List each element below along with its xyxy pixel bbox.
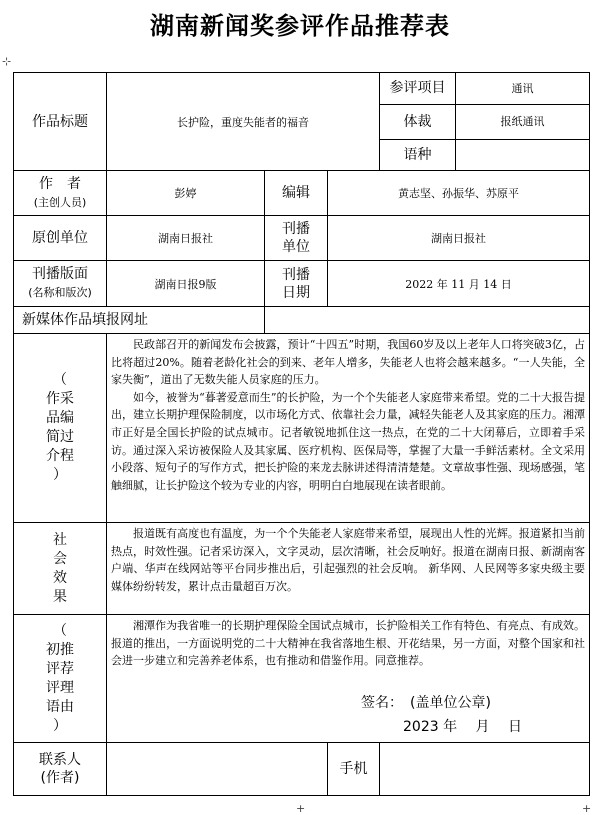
publish-page-value[interactable]: 湖南日报9版 bbox=[107, 261, 265, 307]
publish-page-label: 刊播版面 bbox=[32, 266, 88, 282]
publish-date-label-2: 日期 bbox=[282, 284, 310, 301]
publish-date-value[interactable]: 2022 年 11 月 14 日 bbox=[328, 261, 590, 307]
new-media-url-value[interactable] bbox=[265, 307, 590, 334]
social-effect-text[interactable]: 报道既有高度也有温度，为一个个失能老人家庭带来希望，展现出人性的光辉。报道紧扣当前热点，时效性强。记者采访深入，文字灵动，层次清晰，社会反响好。报道在湖南日报、新湖南客户端、华声在线网站等平台同步推出后，引起强烈的社会反响。 新华网、人民网等多家央级主要媒体纷纷转发，累计点击量超百万次。 bbox=[107, 523, 590, 615]
signature-line: 签名： (盖单位公章) bbox=[361, 695, 491, 711]
summary-text[interactable]: 民政部召开的新闻发布会披露，预计“十四五”时期，我国60岁及以上老年人口将突破3亿，占比将超过20%。随着老龄化社会的到来、老年人增多，失能老人也将会越来越多。“一人失能，全家失衡”，道出了无数失能人员家庭的压力。 如今，被誉为“暮著爱意而生”的长护险，为一个个失能老人家庭带来希望。党的二十大报告提出，建立长期护理保险制度，以市场化方式、依靠社会力量，减轻失能老人及其家庭的压力。湘潭市正好是全国长护险的试点城市。记者敏锐地抓住这一热点，在党的二十大闭幕后，立即着手采访。通过深入采访被保险人及其家属、医疗机构、医保局等，掌握了大量一手鲜活素材。全文采用小段落、短句子的写作方式，把长护险的来龙去脉讲述得清清楚楚。文章故事性强、现场感强，笔触细腻，让长护险这个较为专业的内容，明明白白地展现在读者眼前。 bbox=[107, 334, 590, 523]
entry-item-value[interactable]: 通讯 bbox=[511, 82, 534, 95]
genre-label: 体裁 bbox=[380, 105, 456, 139]
publish-unit-value[interactable]: 湖南日报社 bbox=[328, 216, 590, 261]
author-value[interactable]: 彭婷 bbox=[107, 171, 265, 216]
editor-label: 编辑 bbox=[265, 171, 328, 216]
social-effect-label: 社 会 效 果 bbox=[14, 523, 107, 615]
recommendation-text: 湘潭作为我省唯一的长期护理保险全国试点城市，长护险相关工作有特色、有亮点、有成效。报道的推出，一方面说明党的二十大精神在我省落地生根、开花结果，另一方面，对整个国家和社会进一步建立和完善养老体系，也有推动和借鉴作用。同意推荐。 bbox=[111, 619, 586, 668]
language-row bbox=[380, 140, 590, 171]
publish-page-sublabel: (名称和版次) bbox=[28, 286, 92, 299]
work-title-value[interactable]: 长护险，重度失能者的福音 bbox=[107, 73, 380, 171]
work-title-label: 作品标题 bbox=[14, 73, 107, 171]
publish-date-label-cell bbox=[265, 261, 328, 307]
author-sublabel: (主创人员) bbox=[33, 195, 87, 209]
original-unit-label: 原创单位 bbox=[14, 216, 107, 261]
publish-unit-label-cell bbox=[265, 216, 328, 261]
recommendation-label: （ 初推 评荐 评理 语由 ） bbox=[14, 615, 107, 743]
contact-sublabel: (作者) bbox=[40, 770, 80, 786]
contact-label: 联系人 bbox=[39, 752, 81, 768]
publish-unit-label-2: 单位 bbox=[282, 239, 310, 255]
row-resize-handle-icon[interactable]: + bbox=[582, 802, 592, 815]
phone-value[interactable] bbox=[380, 743, 590, 796]
page-title: 湖南新闻奖参评作品推荐表 bbox=[150, 12, 450, 40]
author-label-cell bbox=[14, 171, 107, 216]
contact-value[interactable] bbox=[107, 743, 328, 796]
recommendation-cell[interactable] bbox=[107, 615, 590, 743]
signature-date: 2023 年 月 日 bbox=[403, 719, 522, 735]
contact-label-cell bbox=[14, 743, 107, 796]
language-value[interactable] bbox=[456, 140, 589, 170]
publish-date-label-1: 刊播 bbox=[282, 266, 310, 283]
genre-value[interactable]: 报纸通讯 bbox=[500, 115, 545, 128]
original-unit-value[interactable]: 湖南日报社 bbox=[107, 216, 265, 261]
genre-row bbox=[380, 105, 590, 140]
new-media-url-label: 新媒体作品填报网址 bbox=[14, 307, 265, 334]
recommendation-form-table bbox=[13, 72, 590, 796]
entry-item-label: 参评项目 bbox=[380, 73, 456, 104]
entry-item-row bbox=[380, 73, 590, 105]
publish-page-label-cell bbox=[14, 261, 107, 307]
publish-unit-label-1: 刊播 bbox=[282, 221, 310, 237]
phone-label: 手机 bbox=[328, 743, 380, 796]
editor-value[interactable]: 黄志坚、孙振华、苏原平 bbox=[328, 171, 590, 216]
language-label: 语种 bbox=[380, 140, 456, 170]
column-resize-handle-icon[interactable]: + bbox=[296, 802, 306, 815]
table-move-handle[interactable]: ⊹ bbox=[2, 55, 12, 68]
summary-label: （ 作采 品编 简过 介程 ） bbox=[14, 334, 107, 523]
author-label: 作 者 bbox=[39, 175, 81, 192]
